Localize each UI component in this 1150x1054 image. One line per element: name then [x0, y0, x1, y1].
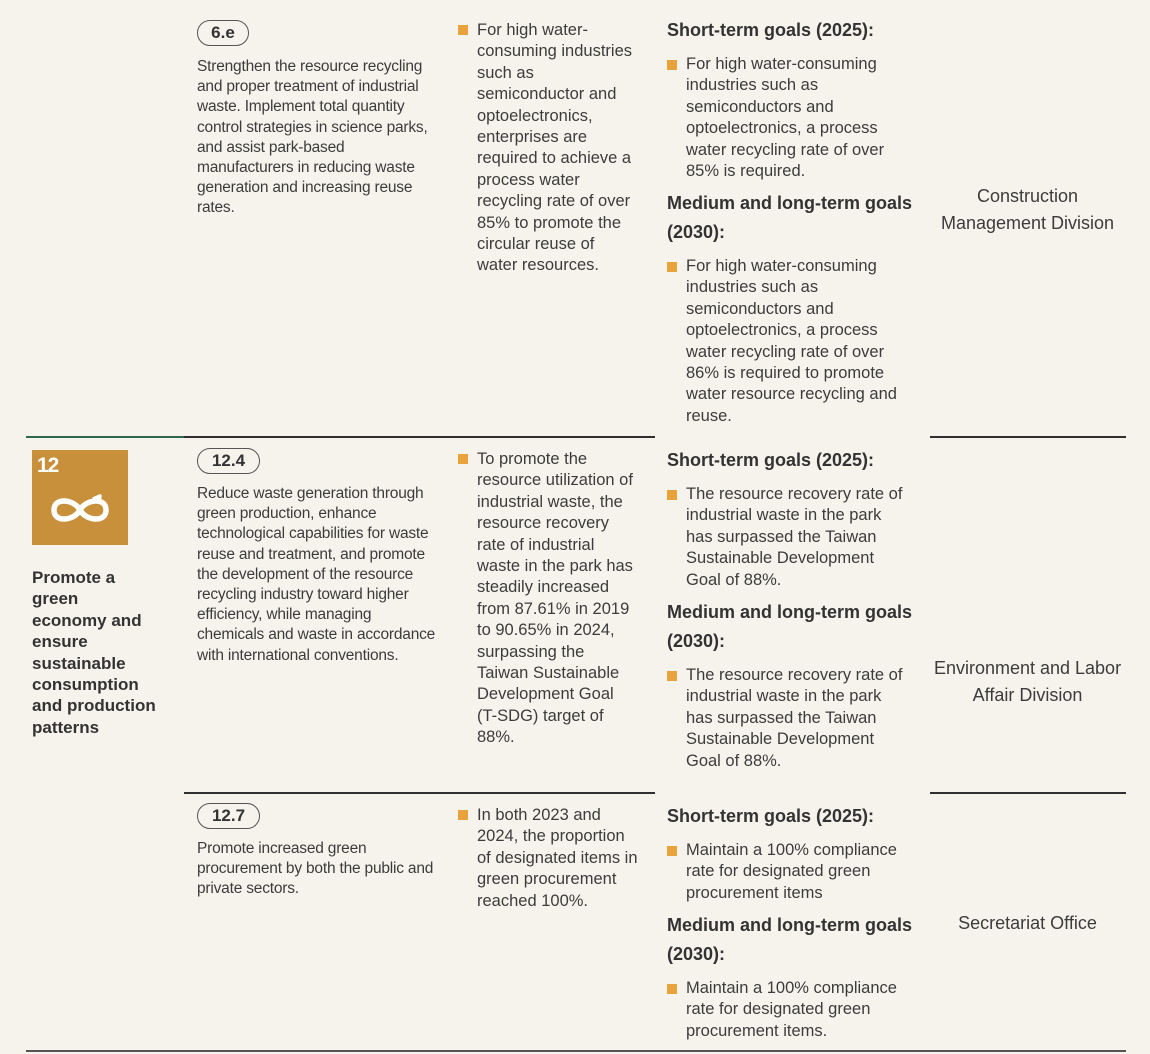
bullet-square-icon: [458, 25, 468, 35]
long-term-goal-heading: Medium and long-term goals (2030):: [667, 602, 913, 651]
row-divider: [930, 792, 1126, 794]
short-term-goal-item: The resource recovery rate of industrial waste in the park has surpassed the Taiwan Sustainable Development Goal of 88%.: [667, 484, 905, 591]
long-term-goal-item: The resource recovery rate of industrial waste in the park has surpassed the Taiwan Sustainable Development Goal of 88%.: [667, 665, 905, 772]
short-term-goal-heading: Short-term goals (2025):: [667, 806, 875, 826]
achievement-bullet: To promote the resource utilization of industrial waste, the resource recovery rate of industrial waste in the park has steadily increased from 87.61% in 2019 to 90.65% in 2024, surpassing the Taiwan Sustainable Development Goal (T-SDG) target of 88%.: [458, 449, 638, 749]
target-description: Promote increased green procurement by both the public and private sectors.: [197, 840, 434, 898]
row-divider: [930, 436, 1126, 438]
sdg-12-logo: [32, 450, 128, 545]
row-divider: [184, 792, 655, 794]
long-term-goal-item: Maintain a 100% compliance rate for designated green procurement items.: [667, 978, 922, 1042]
achievement-bullet: For high water-consuming industries such as semiconductor and optoelectronics, enterprises are required to achieve a process water recycling rate of over 85% to promote the circular reuse of water resources.: [458, 20, 638, 277]
row-divider: [26, 436, 184, 438]
long-term-goal-item: For high water-consuming industries such as semiconductors and optoelectronics, a process water recycling rate of over 86% is required to promote water resource recycling and reuse.: [667, 256, 907, 427]
bullet-square-icon: [667, 60, 677, 70]
bullet-square-icon: [667, 262, 677, 272]
target-description: Reduce waste generation through green production, enhance technological capabilities for waste reuse and treatment, and promote the development of the resource recycling industry toward higher efficiency, while managing chemicals and waste in accordance with international conventions.: [197, 485, 436, 664]
target-code-badge: 12.4: [197, 448, 260, 474]
short-term-goal-heading: Short-term goals (2025):: [667, 450, 875, 470]
target-code-badge: 6.e: [197, 20, 249, 46]
responsible-department: Secretariat Office: [958, 913, 1097, 933]
bullet-square-icon: [667, 846, 677, 856]
short-term-goal-item: Maintain a 100% compliance rate for designated green procurement items: [667, 840, 922, 904]
long-term-goal-heading: Medium and long-term goals (2030):: [667, 193, 913, 242]
bullet-square-icon: [458, 810, 468, 820]
bullet-square-icon: [667, 490, 677, 500]
sdg-number: 12: [37, 454, 59, 477]
responsible-department: Construction Management Division: [940, 186, 1115, 233]
bullet-square-icon: [458, 454, 468, 464]
bullet-square-icon: [667, 671, 677, 681]
bullet-square-icon: [667, 984, 677, 994]
short-term-goal-heading: Short-term goals (2025):: [667, 20, 875, 40]
infinity-loop-icon: [49, 490, 111, 530]
responsible-department: Environment and Labor Affair Division: [933, 658, 1122, 705]
achievement-bullet: In both 2023 and 2024, the proportion of designated items in green procurement reached 100%.: [458, 805, 638, 912]
table-bottom-border: [26, 1050, 1126, 1052]
target-code-badge: 12.7: [197, 803, 260, 829]
row-divider: [184, 436, 655, 438]
long-term-goal-heading: Medium and long-term goals (2030):: [667, 915, 913, 964]
target-description: Strengthen the resource recycling and proper treatment of industrial waste. Implement total quantity control strategies in science parks, and assist park-based manufacturers in reducing waste generation and increasing reuse rates.: [197, 58, 428, 217]
sdg-goal-title: Promote a green economy and ensure sustainable consumption and production patterns: [32, 568, 156, 737]
short-term-goal-item: For high water-consuming industries such as semiconductors and optoelectronics, a process water recycling rate of over 85% is required.: [667, 54, 907, 182]
